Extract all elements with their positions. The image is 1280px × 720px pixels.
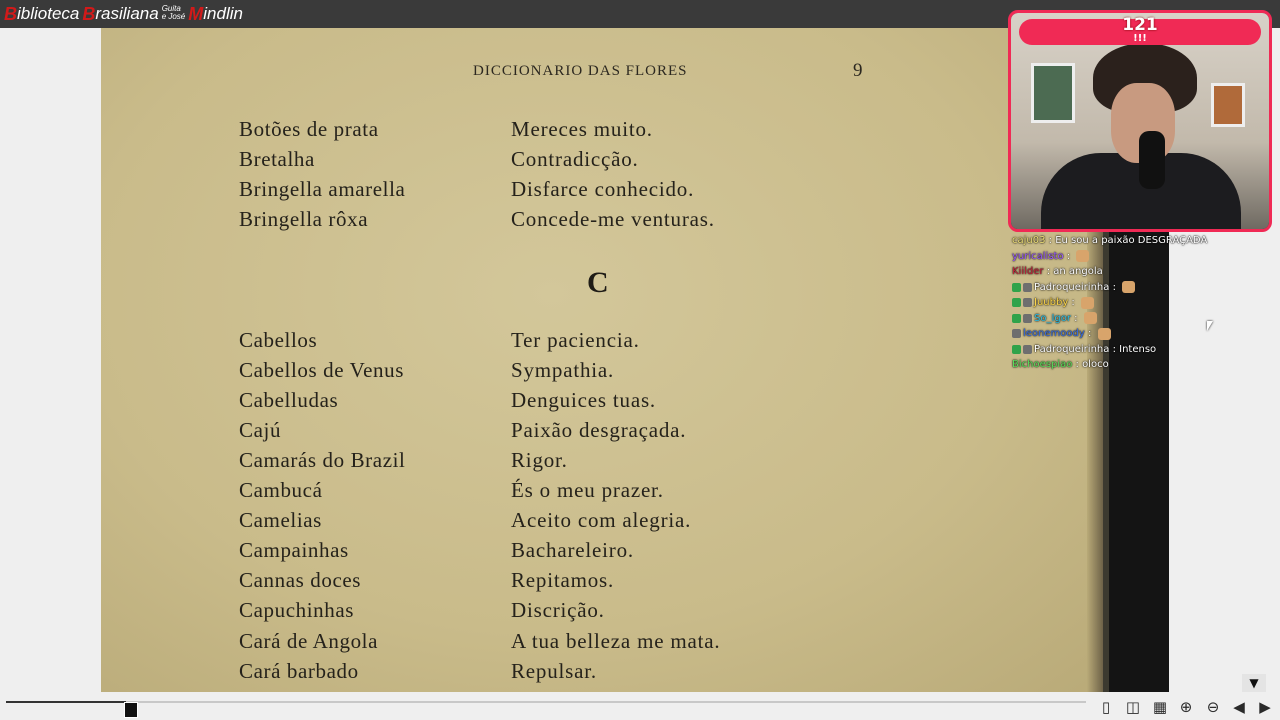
viewer-count-suffix: !!! [1133,33,1147,44]
chat-separator: : [1109,281,1120,293]
library-logo[interactable] [4,3,246,25]
dictionary-entry [101,117,1103,147]
subscriber-badge-icon [1023,283,1032,292]
running-head: DICCIONARIO DAS FLORES [473,63,688,79]
chat-username[interactable]: caju03 [1012,235,1046,247]
brand-small-text [162,5,186,21]
flower-meaning: Mereces muito. [511,117,653,141]
subscriber-badge-icon [1023,298,1032,307]
chat-message [1012,342,1280,358]
flower-name: Cabellos de Venus [239,358,404,382]
brand-word-1: iblioteca [17,4,80,23]
chat-text: oloco [1082,359,1109,371]
chat-message [1012,233,1280,249]
chat-emote-icon [1081,297,1094,309]
dictionary-entry [101,177,1103,207]
flower-meaning: Sympathia. [511,358,615,382]
flower-meaning: Repitamos. [511,568,615,592]
dictionary-entry [101,147,1103,177]
viewer-count: 121 [1122,15,1158,35]
wall-picture [1031,63,1075,123]
moderator-badge-icon [1012,298,1021,307]
chat-message [1012,280,1280,296]
chat-username[interactable]: Bichoespiao [1012,359,1073,371]
chat-emote-icon [1084,312,1097,324]
dictionary-entry [101,478,1103,508]
chat-emote-icon [1098,328,1111,340]
webcam-overlay [1008,10,1272,232]
chat-emote-icon [1122,281,1135,293]
zoom-in-icon[interactable]: ⊕ [1179,698,1193,716]
brand-small-bottom: e José [161,12,186,21]
flower-name: Cará de Angola [239,629,379,653]
flower-meaning: Repulsar. [511,659,597,683]
dictionary-entry [101,538,1103,568]
dictionary-entry [101,448,1103,478]
dictionary-entry [101,659,1103,689]
chat-text: Intenso [1119,343,1157,355]
chat-separator: : [1045,235,1056,247]
flower-name: Capuchinhas [239,598,355,622]
chat-username[interactable]: Padroqueirinha [1034,281,1110,293]
flower-name: Cambucá [239,478,323,502]
flower-name: Campainhas [239,538,349,562]
chat-username[interactable]: Padroqueirinha [1034,343,1110,355]
viewer-toolbar [0,692,1280,720]
flower-name: Camarás do Brazil [239,448,406,472]
dictionary-entry [101,568,1103,598]
chat-username[interactable]: Juubby [1034,297,1069,309]
collapse-toolbar-button[interactable]: ▼ [1242,674,1266,692]
chat-username[interactable]: So_Igor [1034,312,1071,324]
flower-name: Botões de prata [239,117,379,141]
subscriber-badge-icon [1012,329,1021,338]
flower-meaning: Disfarce conhecido. [511,177,695,201]
book-page-scan [101,28,1103,692]
flower-name: Cabellos [239,328,318,352]
dictionary-entry [101,418,1103,448]
subscriber-badge-icon [1023,314,1032,323]
dictionary-entry [101,358,1103,388]
subscriber-badge-icon [1023,345,1032,354]
chat-username[interactable]: yuricalisto [1012,250,1064,262]
chat-message [1012,311,1280,327]
chat-message [1012,357,1280,373]
flower-meaning: Contradicção. [511,147,639,171]
chat-separator: : [1063,250,1074,262]
page-number: 9 [853,60,863,81]
brand-word-3: indlin [203,4,243,23]
page-scrollbar-thumb[interactable] [124,702,138,718]
next-page-icon[interactable]: ▶ [1259,698,1271,716]
flower-meaning: Denguices tuas. [511,388,656,412]
flower-name: Cará barbado [239,659,359,683]
flower-meaning: Concede-me venturas. [511,207,715,231]
chat-text: an angola [1053,266,1103,278]
chat-separator: : [1071,312,1081,324]
brand-word-2: rasiliana [95,4,159,23]
flower-meaning: És o meu prazer. [511,478,664,502]
moderator-badge-icon [1012,314,1021,323]
chat-text: Eu sou a paixão DESGRAÇADA [1055,235,1208,247]
moderator-badge-icon [1012,283,1021,292]
chat-separator: : [1109,343,1120,355]
microphone [1139,131,1165,189]
brand-cap-3: M [188,4,204,24]
brand-small-top: Guita [161,4,181,13]
flower-meaning: Aceito com alegria. [511,508,692,532]
chat-message [1012,264,1280,280]
chat-message [1012,326,1280,342]
chat-separator: : [1072,359,1083,371]
section-letter: C [587,266,609,299]
dictionary-entry [101,207,1103,237]
chat-message [1012,249,1280,265]
dictionary-entry [101,388,1103,418]
single-page-icon[interactable]: ▯ [1101,698,1111,716]
thumbnail-grid-icon[interactable]: ▦ [1152,698,1168,716]
flower-name: Cajú [239,418,282,442]
flower-name: Bretalha [239,147,315,171]
flower-meaning: Discrição. [511,598,605,622]
chat-username[interactable]: Kiilder [1012,266,1044,278]
chat-overlay [1012,233,1280,373]
chat-username[interactable]: leonemoody [1023,328,1085,340]
chat-emote-icon [1076,250,1089,262]
chat-separator: : [1043,266,1054,278]
brand-cap-2: B [82,4,96,24]
dictionary-entry [101,598,1103,628]
chat-message [1012,295,1280,311]
flower-meaning: Paixão desgraçada. [511,418,687,442]
wall-picture [1211,83,1245,127]
chat-separator: : [1068,297,1078,309]
page-scrollbar[interactable] [6,701,1086,703]
flower-meaning: A tua belleza me mata. [511,629,721,653]
mouse-cursor-icon [1207,321,1213,331]
flower-name: Camelias [239,508,322,532]
flower-name: Bringella amarella [239,177,406,201]
zoom-out-icon[interactable]: ⊖ [1206,698,1220,716]
dictionary-entry [101,629,1103,659]
flower-meaning: Ter paciencia. [511,328,640,352]
flower-meaning: Bachareleiro. [511,538,634,562]
two-page-icon[interactable]: ◫ [1125,698,1141,716]
flower-meaning: Rigor. [511,448,568,472]
dictionary-entry [101,328,1103,358]
previous-page-icon[interactable]: ◀ [1233,698,1245,716]
brand-cap-1: B [4,4,17,24]
moderator-badge-icon [1012,345,1021,354]
chat-separator: : [1084,328,1095,340]
flower-name: Cabelludas [239,388,339,412]
dictionary-entry [101,508,1103,538]
page-scrollbar-progress [6,701,126,703]
flower-name: Cannas doces [239,568,362,592]
flower-name: Bringella rôxa [239,207,369,231]
